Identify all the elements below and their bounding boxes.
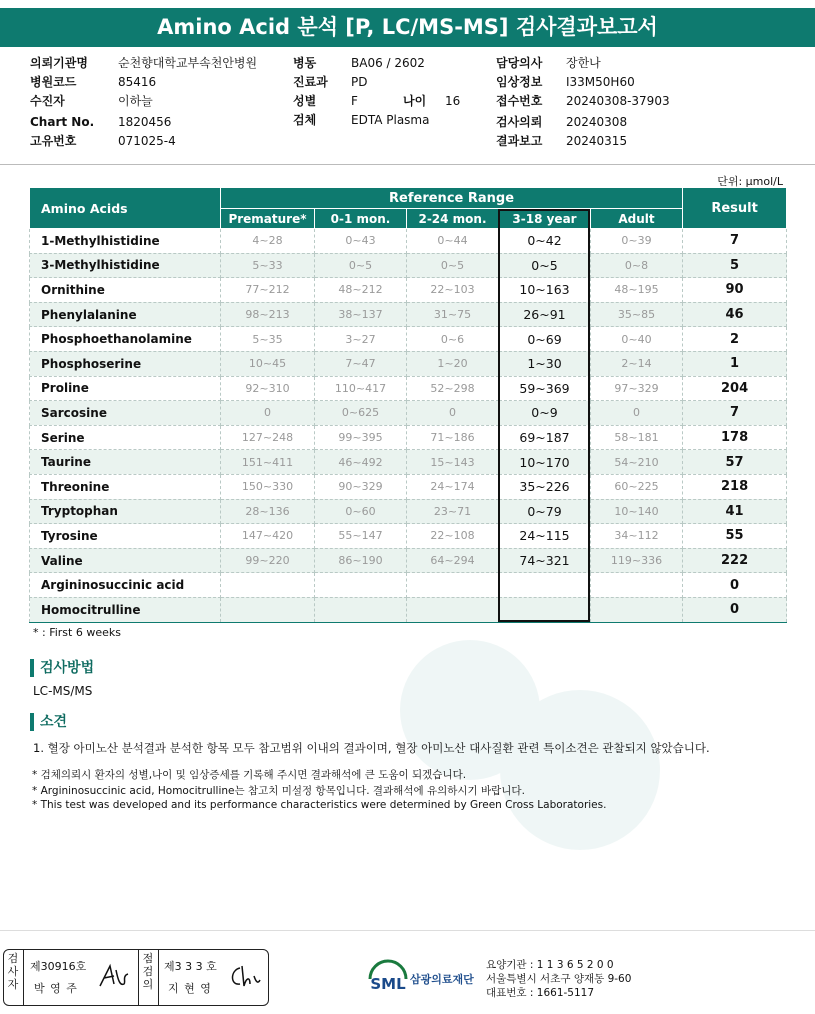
reference-range-cell: 3~27	[315, 327, 407, 352]
info-label: 수진자	[30, 94, 65, 108]
info-value: I33M50H60	[566, 75, 635, 89]
reference-range-cell: 150~330	[221, 474, 315, 499]
info-value: F	[351, 94, 358, 108]
reference-range-cell	[407, 597, 499, 622]
reference-range-cell: 34~112	[591, 524, 683, 549]
tester-label: 검사자	[7, 952, 19, 991]
result-cell: 218	[683, 474, 787, 499]
reference-range-cell: 77~212	[221, 278, 315, 303]
info-label-age: 나이	[403, 94, 427, 108]
reference-range-cell	[221, 597, 315, 622]
result-cell: 204	[683, 376, 787, 401]
info-label: 검사의뢰	[496, 115, 543, 129]
reference-range-cell: 98~213	[221, 302, 315, 327]
patient-info-col1	[30, 54, 257, 151]
amino-acid-name: Phosphoethanolamine	[30, 327, 221, 352]
reference-range-cell: 24~115	[499, 524, 591, 549]
amino-acid-name: Tryptophan	[30, 499, 221, 524]
reference-range-cell: 90~329	[315, 474, 407, 499]
reference-range-cell: 1~20	[407, 351, 499, 376]
reference-range-cell: 97~329	[591, 376, 683, 401]
reference-range-cell: 0~43	[315, 229, 407, 254]
info-label: Chart No.	[30, 115, 95, 129]
info-row	[293, 73, 460, 92]
report-title: Amino Acid 분석 [P, LC/MS-MS] 검사결과보고서	[0, 8, 815, 47]
table-row	[30, 401, 787, 426]
signature-box	[3, 949, 269, 1006]
info-row	[293, 54, 460, 73]
reference-range-cell: 92~310	[221, 376, 315, 401]
reference-range-cell: 0~44	[407, 229, 499, 254]
table-row	[30, 278, 787, 303]
reference-range-cell: 22~108	[407, 524, 499, 549]
info-value: 85416	[118, 75, 157, 89]
amino-acid-name: Proline	[30, 376, 221, 401]
reference-range-cell: 147~420	[221, 524, 315, 549]
result-cell: 222	[683, 548, 787, 573]
reference-range-cell: 10~163	[499, 278, 591, 303]
info-value: PD	[351, 75, 368, 89]
reference-range-cell: 0~60	[315, 499, 407, 524]
table-row	[30, 253, 787, 278]
reference-range-cell: 119~336	[591, 548, 683, 573]
info-label: 접수번호	[496, 94, 543, 108]
amino-acid-name: Valine	[30, 548, 221, 573]
reference-range-cell: 10~170	[499, 450, 591, 475]
reference-range-cell: 5~33	[221, 253, 315, 278]
table-row	[30, 499, 787, 524]
result-cell: 178	[683, 425, 787, 450]
info-value: 1820456	[118, 115, 172, 129]
table-row	[30, 376, 787, 401]
reference-range-cell: 2~14	[591, 351, 683, 376]
result-cell: 2	[683, 327, 787, 352]
reference-range-cell	[221, 573, 315, 598]
reference-range-cell	[315, 573, 407, 598]
reference-range-cell: 48~212	[315, 278, 407, 303]
table-row	[30, 450, 787, 475]
divider	[23, 950, 24, 1005]
institution-name: 삼광의료재단	[410, 973, 474, 986]
reference-range-cell: 0~5	[315, 253, 407, 278]
info-value: 071025-4	[118, 134, 176, 148]
reference-range-cell: 55~147	[315, 524, 407, 549]
info-row	[496, 73, 670, 92]
reference-range-cell: 0~9	[499, 401, 591, 426]
result-cell: 41	[683, 499, 787, 524]
divider	[0, 164, 815, 165]
amino-acid-name: Phosphoserine	[30, 351, 221, 376]
reference-range-cell: 0~5	[407, 253, 499, 278]
amino-acid-table	[29, 187, 787, 623]
reference-range-cell: 0~79	[499, 499, 591, 524]
info-label: 담당의사	[496, 56, 543, 70]
reference-range-cell: 22~103	[407, 278, 499, 303]
reference-range-cell: 64~294	[407, 548, 499, 573]
info-value: 순천향대학교부속천안병원	[118, 56, 258, 70]
reference-range-cell: 15~143	[407, 450, 499, 475]
info-value: 이하늘	[118, 94, 153, 108]
reference-range-cell: 58~181	[591, 425, 683, 450]
amino-acid-name: 3-Methylhistidine	[30, 253, 221, 278]
table-footnote: * : First 6 weeks	[33, 626, 121, 639]
amino-acid-name: Taurine	[30, 450, 221, 475]
tester-name: 박 영 주	[34, 982, 78, 995]
header-3-18-year: 3-18 year	[499, 209, 591, 229]
table-row	[30, 327, 787, 352]
amino-acid-name: Sarcosine	[30, 401, 221, 426]
result-cell: 57	[683, 450, 787, 475]
header-premature: Premature*	[221, 209, 315, 229]
reference-range-cell: 0~39	[591, 229, 683, 254]
method-heading: 검사방법	[30, 659, 94, 677]
reference-range-cell	[499, 597, 591, 622]
info-row	[30, 73, 257, 92]
amino-acid-name: Ornithine	[30, 278, 221, 303]
reference-range-cell	[407, 573, 499, 598]
amino-acid-name: 1-Methylhistidine	[30, 229, 221, 254]
divider	[158, 950, 159, 1005]
info-label: 진료과	[293, 75, 328, 89]
info-value: 20240308-37903	[566, 94, 670, 108]
result-cell: 46	[683, 302, 787, 327]
reference-range-cell: 0~42	[499, 229, 591, 254]
institution-code: 요양기관 : 1 1 3 6 5 2 0 0	[486, 959, 614, 971]
reference-range-cell	[499, 573, 591, 598]
reference-range-cell: 35~226	[499, 474, 591, 499]
divider	[138, 950, 139, 1005]
header-0-1-mon: 0-1 mon.	[315, 209, 407, 229]
info-value: 20240315	[566, 134, 628, 148]
info-row	[30, 92, 257, 111]
info-label: 고유번호	[30, 134, 77, 148]
result-cell: 7	[683, 401, 787, 426]
patient-info-col3	[496, 54, 670, 151]
reference-range-cell: 46~492	[315, 450, 407, 475]
institution-address: 서울특별시 서초구 양재동 9-60	[486, 973, 632, 985]
result-cell: 5	[683, 253, 787, 278]
result-cell: 55	[683, 524, 787, 549]
institution-contact	[486, 958, 631, 1000]
reference-range-cell: 38~137	[315, 302, 407, 327]
reference-range-cell: 10~140	[591, 499, 683, 524]
footer	[0, 930, 815, 1014]
header-result: Result	[683, 188, 787, 229]
reference-range-cell: 26~91	[499, 302, 591, 327]
amino-acid-name: Threonine	[30, 474, 221, 499]
reference-range-cell: 0~40	[591, 327, 683, 352]
unit-label: 단위: μmol/L	[717, 175, 783, 188]
info-value-age: 16	[445, 94, 461, 108]
note-1: * 검체의뢰시 환자의 성별,나이 및 임상증세를 기록해 주시면 결과해석에 큰 도움이 되겠습니다.	[32, 769, 467, 781]
info-row	[30, 54, 257, 73]
amino-acid-name: Phenylalanine	[30, 302, 221, 327]
checker-name: 지 현 영	[168, 982, 212, 995]
reference-range-cell: 24~174	[407, 474, 499, 499]
reference-range-cell: 4~28	[221, 229, 315, 254]
table-row	[30, 474, 787, 499]
reference-range-cell: 110~417	[315, 376, 407, 401]
note-3: * This test was developed and its performance characteristics were determined by Green Cross Laboratories.	[32, 799, 607, 811]
sml-logo-icon	[366, 959, 410, 997]
result-cell: 1	[683, 351, 787, 376]
result-cell: 90	[683, 278, 787, 303]
reference-range-cell: 31~75	[407, 302, 499, 327]
reference-range-cell: 0~6	[407, 327, 499, 352]
info-value: BA06 / 2602	[351, 56, 425, 70]
table-row	[30, 548, 787, 573]
reference-range-cell: 86~190	[315, 548, 407, 573]
reference-range-cell	[591, 597, 683, 622]
header-reference-range: Reference Range	[221, 188, 683, 209]
info-label: 성별	[293, 94, 317, 108]
amino-acid-name: Tyrosine	[30, 524, 221, 549]
info-value: EDTA Plasma	[351, 113, 430, 127]
tester-no: 제30916호	[30, 960, 87, 973]
amino-acid-name: Homocitrulline	[30, 597, 221, 622]
result-cell: 7	[683, 229, 787, 254]
reference-range-cell	[591, 573, 683, 598]
reference-range-cell: 7~47	[315, 351, 407, 376]
reference-range-cell: 99~220	[221, 548, 315, 573]
reference-range-cell: 28~136	[221, 499, 315, 524]
info-row	[496, 113, 670, 132]
info-row	[496, 132, 670, 151]
table-row	[30, 524, 787, 549]
info-label: 의뢰기관명	[30, 56, 88, 70]
reference-range-cell: 151~411	[221, 450, 315, 475]
table-row	[30, 351, 787, 376]
table-row	[30, 425, 787, 450]
reference-range-cell: 0~8	[591, 253, 683, 278]
table-row	[30, 302, 787, 327]
info-label: 임상정보	[496, 75, 543, 89]
reference-range-cell: 54~210	[591, 450, 683, 475]
institution-phone: 대표번호 : 1661-5117	[486, 987, 595, 999]
checker-no: 제3 3 3 호	[164, 960, 217, 973]
info-row	[293, 111, 460, 130]
reference-range-cell: 5~35	[221, 327, 315, 352]
note-2: * Argininosuccinic acid, Homocitrulline는 참고치 미설정 항목입니다. 결과해석에 유의하시기 바랍니다.	[32, 785, 525, 797]
reference-range-cell: 127~248	[221, 425, 315, 450]
reference-range-cell: 0~625	[315, 401, 407, 426]
sml-logo-text: SML	[370, 975, 406, 993]
reference-range-cell: 59~369	[499, 376, 591, 401]
info-label: 검체	[293, 113, 317, 127]
opinion-heading: 소견	[30, 713, 67, 731]
checker-signature-icon	[226, 962, 262, 992]
header-adult: Adult	[591, 209, 683, 229]
reference-range-cell: 0	[221, 401, 315, 426]
info-row	[30, 132, 257, 151]
patient-info-col2	[293, 54, 460, 130]
reference-range-cell: 99~395	[315, 425, 407, 450]
info-value: 20240308	[566, 115, 628, 129]
table-row	[30, 597, 787, 622]
info-label: 결과보고	[496, 134, 543, 148]
checker-label: 점검의	[142, 952, 154, 991]
reference-range-cell: 71~186	[407, 425, 499, 450]
result-cell: 0	[683, 573, 787, 598]
info-label: 병원코드	[30, 75, 77, 89]
reference-range-cell: 0~69	[499, 327, 591, 352]
header-amino-acids: Amino Acids	[30, 188, 221, 229]
reference-range-cell: 0~5	[499, 253, 591, 278]
info-row	[30, 113, 257, 132]
reference-range-cell: 35~85	[591, 302, 683, 327]
result-cell: 0	[683, 597, 787, 622]
amino-acid-name: Serine	[30, 425, 221, 450]
reference-range-cell: 69~187	[499, 425, 591, 450]
reference-range-cell: 0	[591, 401, 683, 426]
reference-range-cell: 1~30	[499, 351, 591, 376]
info-row	[496, 54, 670, 73]
info-row	[496, 92, 670, 111]
tester-signature-icon	[96, 962, 132, 992]
reference-range-cell: 23~71	[407, 499, 499, 524]
reference-range-cell: 0	[407, 401, 499, 426]
reference-range-cell: 52~298	[407, 376, 499, 401]
reference-range-cell: 60~225	[591, 474, 683, 499]
info-label: 병동	[293, 56, 317, 70]
amino-acid-name: Argininosuccinic acid	[30, 573, 221, 598]
table-row	[30, 573, 787, 598]
table-row	[30, 229, 787, 254]
reference-range-cell: 74~321	[499, 548, 591, 573]
method-text: LC-MS/MS	[33, 684, 93, 698]
header-2-24-mon: 2-24 mon.	[407, 209, 499, 229]
opinion-text: 1. 혈장 아미노산 분석결과 분석한 항목 모두 참고범위 이내의 결과이며, 혈장 아미노산 대사질환 관련 특이소견은 관찰되지 않았습니다.	[33, 741, 710, 755]
info-value: 장한나	[566, 56, 601, 70]
reference-range-cell: 48~195	[591, 278, 683, 303]
reference-range-cell	[315, 597, 407, 622]
info-row	[293, 92, 460, 111]
reference-range-cell: 10~45	[221, 351, 315, 376]
